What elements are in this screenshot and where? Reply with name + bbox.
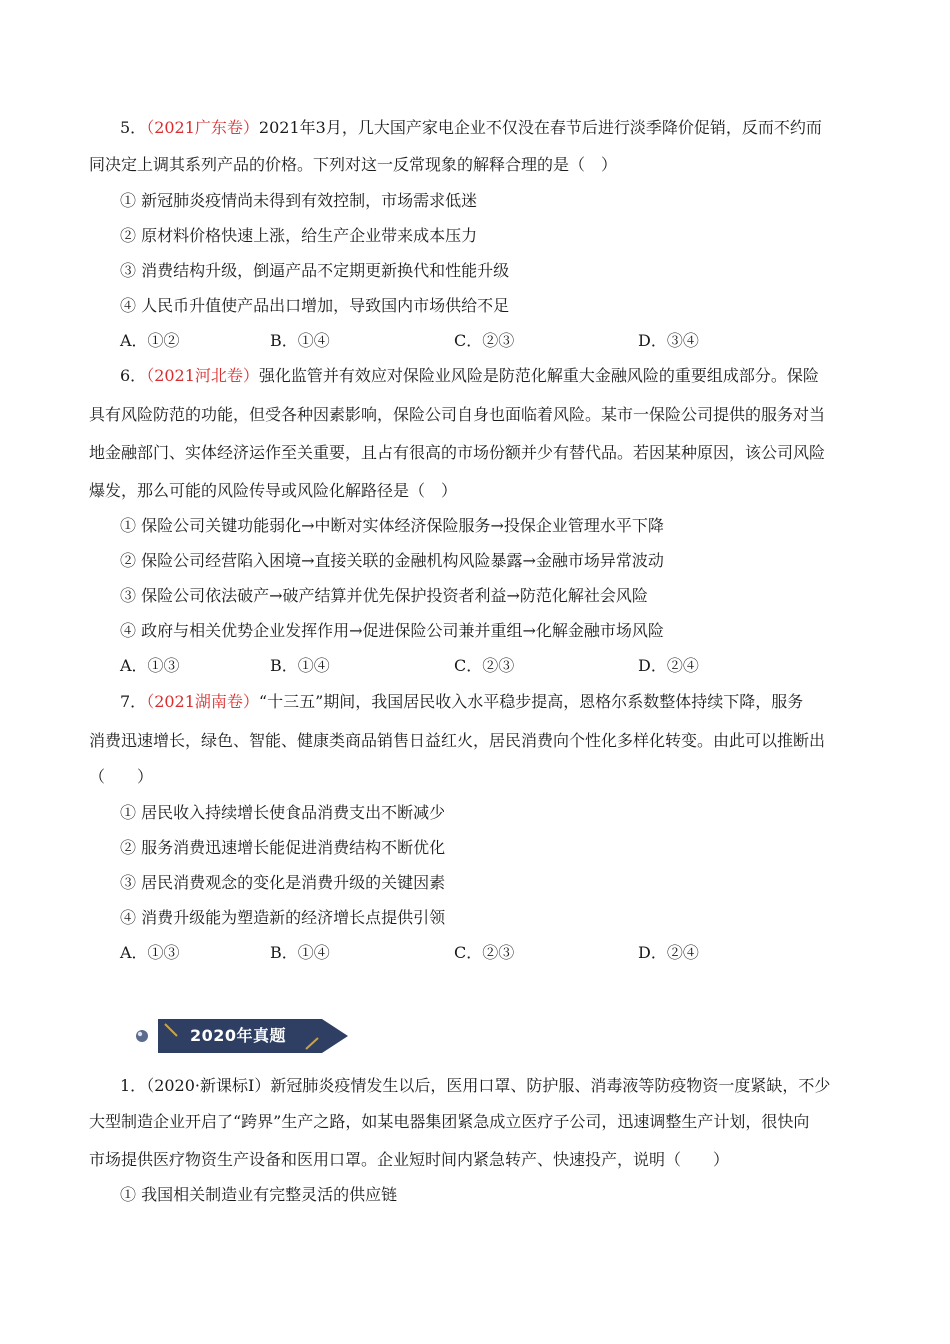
section-banner-2020 [134,1018,354,1054]
q7-choice-a[interactable]: A．①③ [120,943,180,962]
q7-choice-d[interactable]: D．②④ [638,943,699,962]
q6-stem-line-1 [120,366,900,386]
q7-option-4: ④ 消费升级能为塑造新的经济增长点提供引领 [120,908,446,927]
q7-stem-text-1: “十三五”期间，我国居民收入水平稳步提高，恩格尔系数整体持续下降，服务 [258,692,804,711]
q6-choice-b[interactable]: B．①④ [270,656,330,675]
q7-stem-line-1 [120,692,900,712]
q1-stem-line-1 [120,1076,900,1096]
q5-choice-c[interactable]: C．②③ [454,331,515,350]
q7-option-2: ② 服务消费迅速增长能促进消费结构不断优化 [120,838,446,857]
q1-stem-text-1: 新冠肺炎疫情发生以后，医用口罩、防护服、消毒液等防疫物资一度紧缺，不少 [270,1076,831,1095]
q5-choice-b[interactable]: B．①④ [270,331,330,350]
q6-choice-a[interactable]: A．①③ [120,656,180,675]
q7-number: 7． [120,692,147,711]
q7-option-3: ③ 居民消费观念的变化是消费升级的关键因素 [120,873,446,892]
q6-stem-line-4: 爆发，那么可能的风险传导或风险化解路径是（ ） [89,481,458,500]
q5-option-2: ② 原材料价格快速上涨，给生产企业带来成本压力 [120,226,478,245]
q6-option-1: ① 保险公司关键功能弱化→中断对实体经济保险服务→投保企业管理水平下降 [120,516,664,535]
q1-source: （2020·新课标Ⅰ） [146,1076,271,1095]
q7-choice-b[interactable]: B．①④ [270,943,330,962]
q7-stem-line-3: （ ） [89,767,154,786]
q7-option-1: ① 居民收入持续增长使食品消费支出不断减少 [120,803,446,822]
q1-number: 1． [120,1076,147,1095]
q6-choice-d[interactable]: D．②④ [638,656,699,675]
q6-option-2: ② 保险公司经营陷入困境→直接关联的金融机构风险暴露→金融市场异常波动 [120,551,664,570]
q6-choice-c[interactable]: C．②③ [454,656,515,675]
q5-choice-a[interactable]: A．①② [120,331,180,350]
q6-stem-text-1: 强化监管并有效应对保险业风险是防范化解重大金融风险的重要组成部分。保险 [258,366,819,385]
q7-source: （2021湖南卷） [146,692,259,711]
q5-option-1: ① 新冠肺炎疫情尚未得到有效控制，市场需求低迷 [120,191,478,210]
q6-source: （2021河北卷） [146,366,259,385]
q5-option-3: ③ 消费结构升级，倒逼产品不定期更新换代和性能升级 [120,261,510,280]
q6-number: 6． [120,366,147,385]
q7-choice-c[interactable]: C．②③ [454,943,515,962]
q5-stem-line-2: 同决定上调其系列产品的价格。下列对这一反常现象的解释合理的是（ ） [89,155,618,174]
q1-stem-line-3: 市场提供医疗物资生产设备和医用口罩。企业短时间内紧急转产、快速投产，说明（ ） [89,1150,730,1169]
banner-label: 2020年真题 [190,1026,287,1045]
q6-stem-line-2: 具有风险防范的功能，但受各种因素影响，保险公司自身也面临着风险。某市一保险公司提供的服务对当 [89,405,826,424]
q5-option-4: ④ 人民币升值使产品出口增加，导致国内市场供给不足 [120,296,510,315]
q5-source: （2021广东卷） [146,118,259,137]
q5-stem-text-1: 2021年3月，几大国产家电企业不仅没在春节后进行淡季降价促销，反而不约而 [258,118,822,137]
q5-number: 5． [120,118,147,137]
q5-choice-d[interactable]: D．③④ [638,331,699,350]
q6-stem-line-3: 地金融部门、实体经济运作至关重要，且占有很高的市场份额并少有替代品。若因某种原因，该公司风险 [89,443,826,462]
q1-option-1: ① 我国相关制造业有完整灵活的供应链 [120,1185,398,1204]
q5-stem-line-1 [120,118,900,138]
q6-option-3: ③ 保险公司依法破产→破产结算并优先保护投资者利益→防范化解社会风险 [120,586,648,605]
q7-stem-line-2: 消费迅速增长，绿色、智能、健康类商品销售日益红火，居民消费向个性化多样化转变。由此可以推断出 [89,731,826,750]
q1-stem-line-2: 大型制造企业开启了“跨界”生产之路，如某电器集团紧急成立医疗子公司，迅速调整生产计划，很快向 [89,1112,810,1131]
q6-option-4: ④ 政府与相关优势企业发挥作用→促进保险公司兼并重组→化解金融市场风险 [120,621,664,640]
